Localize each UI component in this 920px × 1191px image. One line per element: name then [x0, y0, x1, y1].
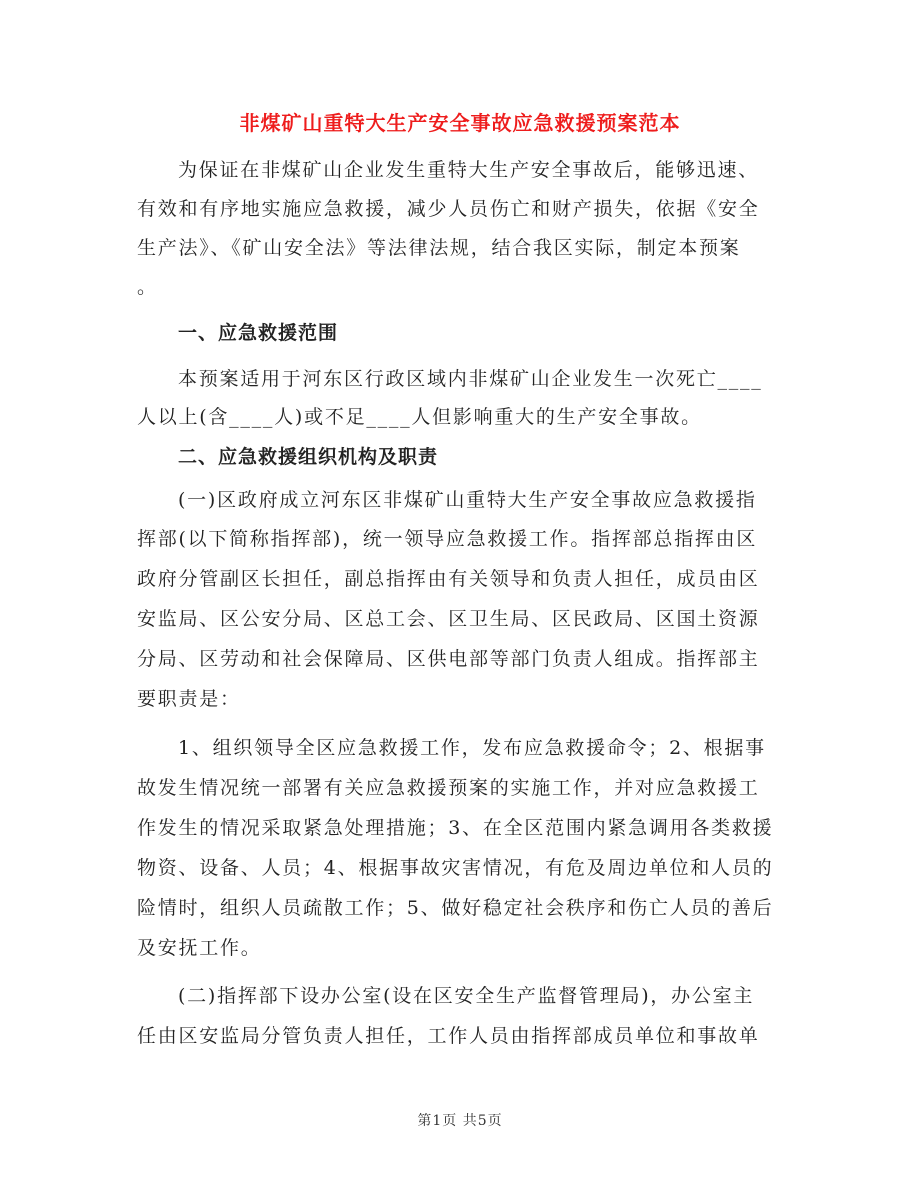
- paragraph-line: (一)区政府成立河东区非煤矿山重特大生产安全事故应急救援指: [178, 489, 757, 511]
- document-title: 非煤矿山重特大生产安全事故应急救援预案范本: [239, 111, 681, 135]
- paragraph-line: 挥部(以下简称指挥部)，统一领导应急救援工作。指挥部总指挥由区: [137, 528, 758, 550]
- paragraph-line: 安监局、区公安分局、区总工会、区卫生局、区民政局、区国土资源: [137, 608, 760, 630]
- page-number-footer: 第1页 共5页: [417, 1113, 503, 1129]
- paragraph-line: 及安抚工作。: [137, 937, 262, 959]
- paragraph-line: 要职责是：: [137, 688, 241, 710]
- paragraph-line: 1、组织领导全区应急救援工作，发布应急救援命令；2、根据事: [178, 737, 766, 759]
- paragraph-line: 险情时，组织人员疏散工作；5、做好稳定社会秩序和伤亡人员的善后: [137, 897, 774, 919]
- paragraph-line: 为保证在非煤矿山企业发生重特大生产安全事故后，能够迅速、: [178, 159, 760, 181]
- paragraph-line: (二)指挥部下设办公室(设在区安全生产监督管理局)，办公室主: [178, 985, 755, 1007]
- paragraph-line: 分局、区劳动和社会保障局、区供电部等部门负责人组成。指挥部主: [137, 648, 760, 670]
- paragraph-line: 物资、设备、人员；4、根据事故灾害情况，有危及周边单位和人员的: [137, 857, 774, 879]
- section-heading: 一、应急救援范围: [178, 322, 339, 344]
- paragraph-line: 任由区安监局分管负责人担任，工作人员由指挥部成员单位和事故单: [137, 1025, 760, 1047]
- paragraph-line: 政府分管副区长担任，副总指挥由有关领导和负责人担任，成员由区: [137, 568, 760, 590]
- paragraph-line: 作发生的情况采取紧急处理措施；3、在全区范围内紧急调用各类救援: [137, 817, 774, 839]
- paragraph-line: 。: [137, 276, 158, 298]
- paragraph-line: 有效和有序地实施应急救援，减少人员伤亡和财产损失，依据《安全: [137, 198, 760, 220]
- section-heading: 二、应急救援组织机构及职责: [178, 446, 439, 468]
- paragraph-line: 生产法》、《矿山安全法》等法律法规，结合我区实际，制定本预案: [137, 237, 741, 259]
- paragraph-line: 本预案适用于河东区行政区域内非煤矿山企业发生一次死亡____: [178, 368, 763, 390]
- paragraph-line: 人以上(含____人)或不足____人但影响重大的生产安全事故。: [137, 406, 702, 428]
- paragraph-line: 故发生情况统一部署有关应急救援预案的实施工作，并对应急救援工: [137, 777, 760, 799]
